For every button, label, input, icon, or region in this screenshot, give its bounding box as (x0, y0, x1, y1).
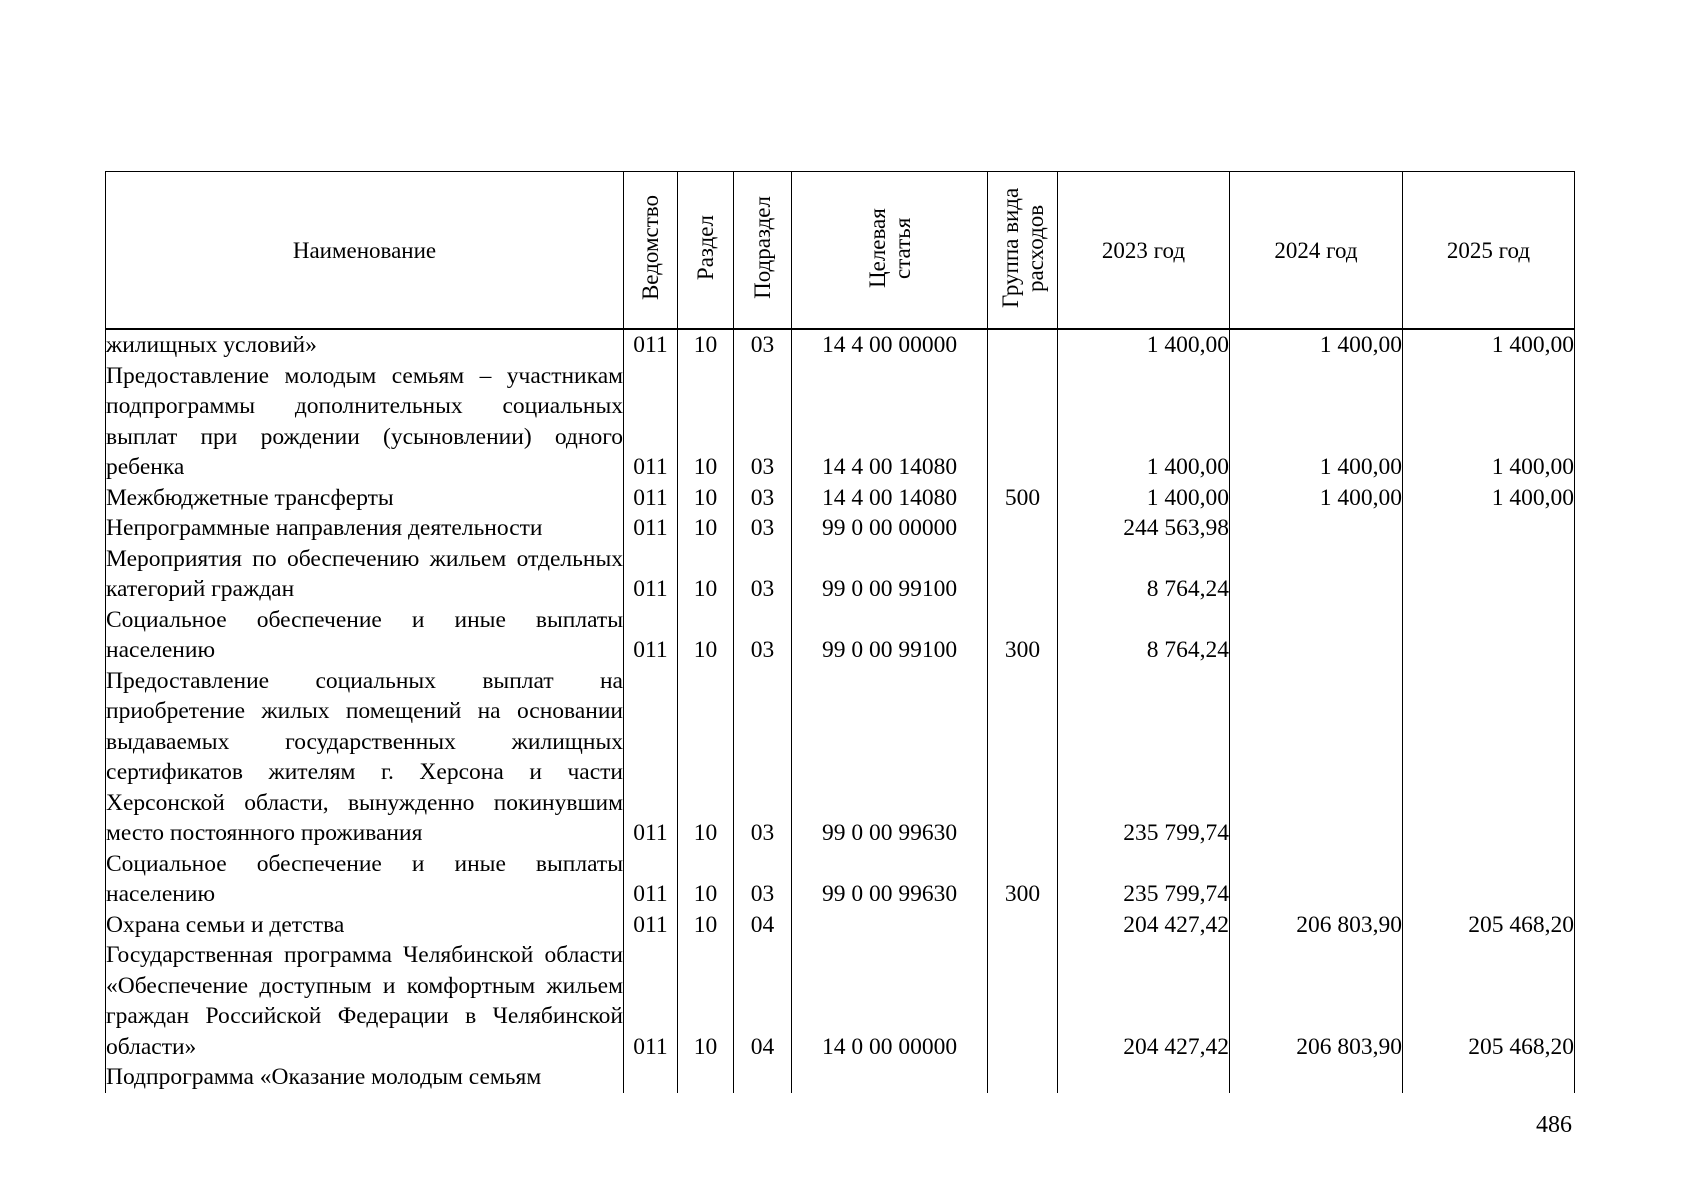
table-row (106, 513, 1575, 544)
cell-2023: 204 427,42 (1058, 940, 1230, 1062)
table-row (106, 666, 1575, 849)
header-2025: 2025 год (1403, 172, 1575, 330)
cell-expense-group: 300 (988, 849, 1058, 910)
table-body (106, 329, 1575, 1093)
cell-name: Непрограммные направления деятельности (106, 513, 624, 544)
cell-expense-group (988, 1062, 1058, 1093)
cell-subsection: 03 (734, 666, 792, 849)
cell-name: Социальное обеспечение и иные выплаты населению (106, 605, 624, 666)
cell-section: 10 (678, 361, 734, 483)
cell-2023: 244 563,98 (1058, 513, 1230, 544)
cell-name: Межбюджетные трансферты (106, 483, 624, 514)
cell-subsection: 03 (734, 483, 792, 514)
table-row (106, 605, 1575, 666)
cell-department: 011 (624, 544, 678, 605)
budget-table (105, 171, 1575, 1093)
cell-name: Мероприятия по обеспечению жильем отдельных категорий граждан (106, 544, 624, 605)
cell-expense-group (988, 513, 1058, 544)
cell-2024: 206 803,90 (1230, 940, 1403, 1062)
cell-subsection: 03 (734, 849, 792, 910)
cell-2025 (1403, 849, 1575, 910)
cell-subsection: 03 (734, 513, 792, 544)
cell-target-item: 14 4 00 14080 (792, 361, 988, 483)
header-name: Наименование (106, 172, 624, 330)
cell-2025 (1403, 1062, 1575, 1093)
cell-2023: 1 400,00 (1058, 329, 1230, 361)
cell-2025 (1403, 513, 1575, 544)
page-number: 486 (1536, 1112, 1572, 1138)
cell-target-item (792, 1062, 988, 1093)
cell-2024 (1230, 849, 1403, 910)
table-row (106, 483, 1575, 514)
cell-expense-group: 300 (988, 605, 1058, 666)
cell-target-item: 14 4 00 00000 (792, 329, 988, 361)
cell-expense-group: 500 (988, 483, 1058, 514)
header-2024: 2024 год (1230, 172, 1403, 330)
cell-name: Социальное обеспечение и иные выплаты населению (106, 849, 624, 910)
cell-expense-group (988, 329, 1058, 361)
cell-2023: 8 764,24 (1058, 605, 1230, 666)
cell-subsection: 03 (734, 544, 792, 605)
table-row (106, 329, 1575, 361)
table-row (106, 910, 1575, 941)
cell-2025: 205 468,20 (1403, 910, 1575, 941)
cell-2023: 235 799,74 (1058, 849, 1230, 910)
cell-expense-group (988, 361, 1058, 483)
header-2023: 2023 год (1058, 172, 1230, 330)
cell-department: 011 (624, 605, 678, 666)
cell-target-item: 14 0 00 00000 (792, 940, 988, 1062)
header-section: Раздел (678, 172, 734, 330)
cell-2025 (1403, 666, 1575, 849)
cell-subsection: 04 (734, 940, 792, 1062)
cell-section: 10 (678, 513, 734, 544)
cell-2024: 1 400,00 (1230, 483, 1403, 514)
cell-expense-group (988, 666, 1058, 849)
header-department: Ведомство (624, 172, 678, 330)
cell-department: 011 (624, 361, 678, 483)
cell-target-item (792, 910, 988, 941)
table-row (106, 1062, 1575, 1093)
cell-department (624, 1062, 678, 1093)
cell-name: Государственная программа Челябинской области «Обеспечение доступным и комфортным жильем граждан Российской Федерации в Челябинской области» (106, 940, 624, 1062)
cell-2023: 204 427,42 (1058, 910, 1230, 941)
cell-section: 10 (678, 483, 734, 514)
cell-section: 10 (678, 849, 734, 910)
cell-2024 (1230, 513, 1403, 544)
cell-2024 (1230, 544, 1403, 605)
cell-2023: 1 400,00 (1058, 361, 1230, 483)
table-row (106, 544, 1575, 605)
cell-2025 (1403, 605, 1575, 666)
cell-section: 10 (678, 329, 734, 361)
cell-2025: 1 400,00 (1403, 361, 1575, 483)
cell-2023: 8 764,24 (1058, 544, 1230, 605)
cell-department: 011 (624, 666, 678, 849)
cell-name: Предоставление социальных выплат на приобретение жилых помещений на основании выдаваемых государственных жилищных сертификатов жителям г. Херсона и части Херсонской области, вынужденно покинувшим место постоянного проживания (106, 666, 624, 849)
header-subsection: Подраздел (734, 172, 792, 330)
cell-section: 10 (678, 910, 734, 941)
table-row (106, 940, 1575, 1062)
cell-subsection: 03 (734, 361, 792, 483)
cell-name: Подпрограмма «Оказание молодым семьям (106, 1062, 624, 1093)
cell-2024 (1230, 666, 1403, 849)
cell-department: 011 (624, 329, 678, 361)
cell-subsection: 03 (734, 329, 792, 361)
cell-target-item: 99 0 00 99630 (792, 849, 988, 910)
cell-2024 (1230, 605, 1403, 666)
table-row (106, 361, 1575, 483)
cell-department: 011 (624, 513, 678, 544)
cell-2024 (1230, 1062, 1403, 1093)
cell-2024: 1 400,00 (1230, 329, 1403, 361)
cell-subsection: 04 (734, 910, 792, 941)
cell-section: 10 (678, 544, 734, 605)
cell-department: 011 (624, 910, 678, 941)
cell-subsection: 03 (734, 605, 792, 666)
cell-subsection (734, 1062, 792, 1093)
cell-section: 10 (678, 940, 734, 1062)
cell-target-item: 99 0 00 00000 (792, 513, 988, 544)
cell-name: Предоставление молодым семьям – участникам подпрограммы дополнительных социальных выплат при рождении (усыновлении) одного ребенка (106, 361, 624, 483)
cell-2025: 1 400,00 (1403, 483, 1575, 514)
cell-department: 011 (624, 849, 678, 910)
cell-2023: 235 799,74 (1058, 666, 1230, 849)
cell-expense-group (988, 940, 1058, 1062)
cell-section (678, 1062, 734, 1093)
cell-2025: 1 400,00 (1403, 329, 1575, 361)
cell-name: жилищных условий» (106, 329, 624, 361)
cell-expense-group (988, 910, 1058, 941)
cell-expense-group (988, 544, 1058, 605)
cell-section: 10 (678, 605, 734, 666)
cell-department: 011 (624, 940, 678, 1062)
table-header-row (106, 172, 1575, 330)
cell-2024: 1 400,00 (1230, 361, 1403, 483)
cell-2024: 206 803,90 (1230, 910, 1403, 941)
table-row (106, 849, 1575, 910)
cell-name: Охрана семьи и детства (106, 910, 624, 941)
cell-section: 10 (678, 666, 734, 849)
cell-2025 (1403, 544, 1575, 605)
cell-2023 (1058, 1062, 1230, 1093)
header-expense-group: Группа вида расходов (988, 172, 1058, 330)
cell-target-item: 99 0 00 99630 (792, 666, 988, 849)
cell-target-item: 99 0 00 99100 (792, 544, 988, 605)
header-target-item: Целевая статья (792, 172, 988, 330)
cell-target-item: 14 4 00 14080 (792, 483, 988, 514)
cell-target-item: 99 0 00 99100 (792, 605, 988, 666)
cell-2025: 205 468,20 (1403, 940, 1575, 1062)
cell-2023: 1 400,00 (1058, 483, 1230, 514)
cell-department: 011 (624, 483, 678, 514)
